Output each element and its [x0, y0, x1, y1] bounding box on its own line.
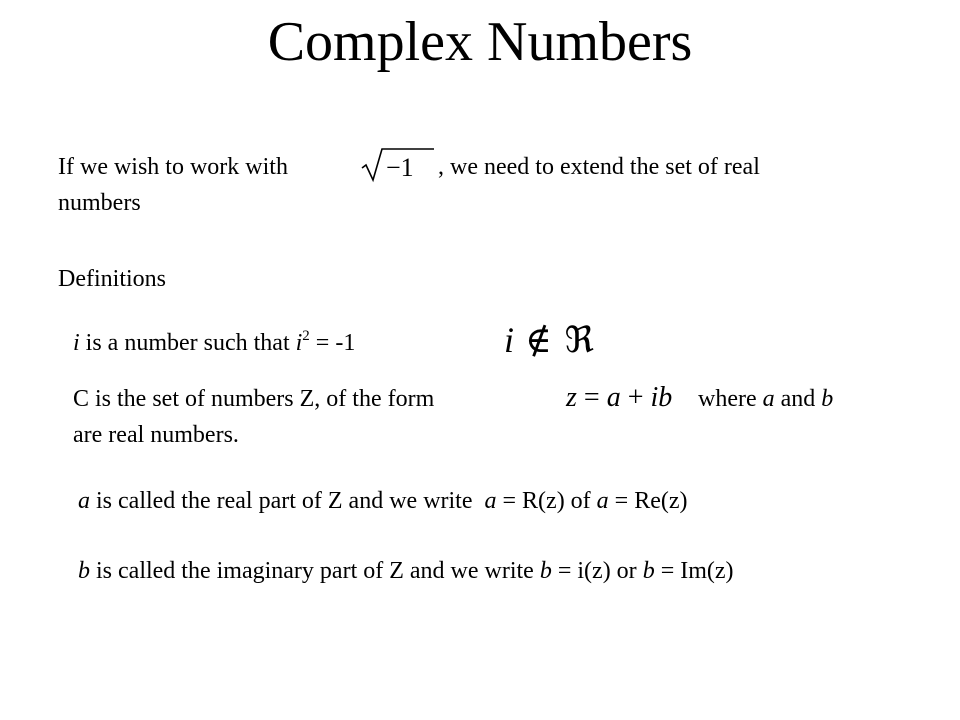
- slide-title: Complex Numbers: [267, 11, 693, 73]
- def-c-line-2: [73, 419, 239, 451]
- imag-part-eq1: = i(z) or: [557, 558, 637, 584]
- real-set-symbol: ℜ: [564, 320, 594, 360]
- var-i-2: i: [295, 330, 303, 356]
- def-c-text: C is the set of numbers Z, of the form: [73, 386, 435, 412]
- formula-a: a: [606, 382, 621, 413]
- def-c-line-1: [73, 383, 434, 415]
- real-part-a: a: [78, 488, 90, 514]
- def-i-rhs: = -1: [315, 330, 356, 356]
- sqrt-minus-one-formula: [360, 146, 436, 186]
- real-part-eq2: = Re(z): [614, 488, 688, 514]
- def-c-line2-text: are real numbers.: [73, 422, 239, 448]
- intro-text-line2: numbers: [58, 190, 141, 216]
- z-equals-a-plus-ib-formula: [566, 382, 672, 414]
- real-part-a3: a: [596, 488, 609, 514]
- definitions-heading: Definitions: [58, 266, 166, 292]
- formula-equals: =: [583, 382, 600, 413]
- imag-part-line: [78, 555, 734, 587]
- def-c-line-1-rest: [698, 383, 833, 415]
- def-c-b: b: [821, 386, 834, 412]
- intro-text-before: If we wish to work with: [58, 154, 288, 180]
- formula-plus: +: [627, 382, 644, 413]
- real-part-line: [78, 485, 688, 517]
- def-i-text: is a number such that: [85, 330, 290, 356]
- formula-ib: ib: [650, 382, 673, 413]
- imag-part-b2: b: [539, 558, 552, 584]
- sqrt-radicand: −1: [386, 153, 414, 182]
- formula-z: z: [566, 382, 577, 413]
- intro-line-2: [58, 187, 141, 219]
- imag-part-b3: b: [642, 558, 655, 584]
- imag-part-eq2: = Im(z): [660, 558, 734, 584]
- real-part-text: is called the real part of Z and we write: [96, 488, 473, 514]
- formula-var-i: i: [504, 320, 515, 360]
- imag-part-text: is called the imaginary part of Z and we write: [96, 558, 534, 584]
- real-part-eq1: = R(z) of: [502, 488, 591, 514]
- not-element-of-symbol: ∉: [525, 320, 552, 360]
- i-not-in-reals-formula: [504, 318, 594, 362]
- intro-text-after: , we need to extend the set of real: [438, 154, 760, 180]
- intro-line-1: [58, 151, 288, 183]
- def-c-a: a: [762, 386, 775, 412]
- def-c-where: where: [698, 386, 757, 412]
- def-i-line: [73, 327, 355, 359]
- real-part-a2: a: [484, 488, 497, 514]
- var-i: i: [73, 330, 80, 356]
- intro-line-1-rest: [438, 151, 760, 183]
- exponent-2: 2: [302, 328, 310, 344]
- def-c-and: and: [780, 386, 816, 412]
- imag-part-b: b: [78, 558, 90, 584]
